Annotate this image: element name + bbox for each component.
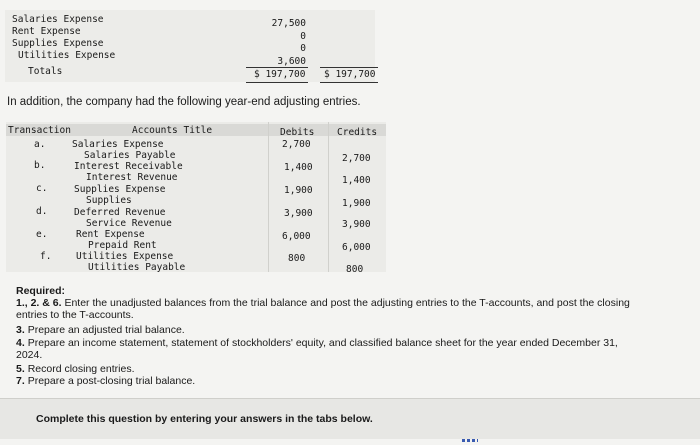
tb-debit-rent: 0 [300, 31, 306, 42]
entry-e-debit: 6,000 [282, 231, 311, 242]
tb-debit-salaries: 27,500 [271, 18, 306, 29]
tb-account-rent: Rent Expense [12, 26, 81, 37]
entry-f-label: f. [40, 251, 52, 262]
tb-double-rule-debit [246, 82, 308, 83]
header-transaction: Transaction [8, 125, 71, 136]
intro-text: In addition, the company had the following year-end adjusting entries. [7, 96, 361, 108]
entry-d-debit-account: Deferred Revenue [74, 207, 166, 218]
entry-f-credit: 800 [346, 264, 364, 275]
entry-e-credit-account: Prepaid Rent [88, 240, 157, 251]
entry-e-label: e. [36, 229, 48, 240]
more-dots-icon[interactable] [462, 439, 478, 442]
entry-f-debit: 800 [288, 253, 306, 264]
tb-account-salaries: Salaries Expense [12, 14, 104, 25]
tb-total-debit: $ 197,700 [254, 69, 306, 80]
entry-b-label: b. [34, 160, 46, 171]
entry-d-credit: 3,900 [342, 219, 371, 230]
entry-e-credit: 6,000 [342, 242, 371, 253]
header-credits: Credits [337, 127, 378, 138]
entry-a-credit: 2,700 [342, 153, 371, 164]
entry-f-credit-account: Utilities Payable [88, 262, 186, 273]
tb-double-rule-credit [320, 82, 378, 83]
tb-total-rule-debit [246, 67, 308, 68]
column-divider-debits [268, 122, 269, 272]
header-accounts-title: Accounts Title [132, 125, 213, 136]
entry-b-debit-account: Interest Receivable [74, 161, 183, 172]
tb-account-supplies: Supplies Expense [12, 38, 104, 49]
entry-c-debit-account: Supplies Expense [74, 184, 166, 195]
required-item-1: 1., 2. & 6. Enter the unadjusted balances from the trial balance and post the adjusting entries to the T-accounts, and post the closing [16, 297, 630, 309]
complete-question-banner [0, 398, 700, 439]
entry-a-debit-account: Salaries Expense [72, 139, 164, 150]
column-divider-credits [328, 122, 329, 272]
entry-a-credit-account: Salaries Payable [84, 150, 176, 161]
entry-b-credit-account: Interest Revenue [86, 172, 178, 183]
required-item-7: 7. Prepare a post-closing trial balance. [16, 375, 196, 387]
required-item-5: 5. Record closing entries. [16, 363, 135, 375]
entry-c-debit: 1,900 [284, 185, 313, 196]
tb-debit-utilities: 3,600 [277, 56, 306, 67]
required-item-4-cont: 2024. [16, 349, 43, 361]
tb-totals-label: Totals [28, 66, 63, 77]
entry-d-credit-account: Service Revenue [86, 218, 172, 229]
entry-e-debit-account: Rent Expense [76, 229, 145, 240]
tb-debit-supplies: 0 [300, 43, 306, 54]
tb-account-utilities: Utilities Expense [18, 50, 116, 61]
required-item-3: 3. Prepare an adjusted trial balance. [16, 324, 185, 336]
tb-total-rule-credit [320, 67, 378, 68]
entry-b-credit: 1,400 [342, 175, 371, 186]
entry-f-debit-account: Utilities Expense [76, 251, 174, 262]
complete-question-text: Complete this question by entering your answers in the tabs below. [36, 413, 373, 425]
entry-d-label: d. [36, 206, 48, 217]
required-item-4: 4. Prepare an income statement, statement of stockholders' equity, and classified balance sheet for the year ended December 31, [16, 337, 618, 349]
required-heading: Required: [16, 285, 66, 297]
entry-c-credit-account: Supplies [86, 195, 132, 206]
entry-a-debit: 2,700 [282, 139, 311, 150]
required-item-1-cont: entries to the T-accounts. [16, 309, 134, 321]
header-debits: Debits [280, 127, 315, 138]
tb-total-credit: $ 197,700 [324, 69, 376, 80]
adjusting-entries-table [6, 122, 386, 272]
entry-c-label: c. [36, 183, 48, 194]
entry-b-debit: 1,400 [284, 162, 313, 173]
entry-a-label: a. [34, 139, 46, 150]
entry-d-debit: 3,900 [284, 208, 313, 219]
entry-c-credit: 1,900 [342, 198, 371, 209]
